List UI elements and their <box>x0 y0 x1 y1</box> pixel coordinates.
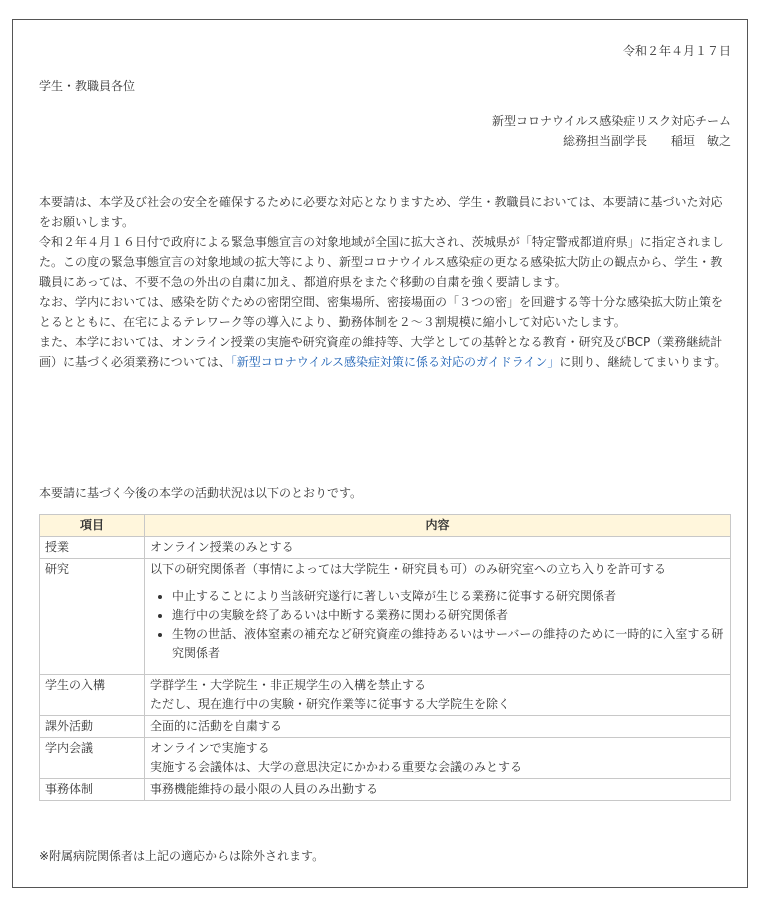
paragraph-4-text: また、本学においては、オンライン授業の実施や研究資産の維持等、大学としての基幹となる教育・研究及びBCP（業務継続計画）に基づく必須業務については、 <box>39 335 723 369</box>
activity-intro: 本要請に基づく今後の本学の活動状況は以下のとおりです。 <box>39 486 363 500</box>
activity-table <box>39 514 731 801</box>
sender-name-line <box>492 131 731 151</box>
paragraph-2: 令和２年４月１６日付で政府による緊急事態宣言の対象地域が全国に拡大され、茨城県が「特定警戒都道府県」に指定されました。この度の緊急事態宣言の対象地域の拡大等により、新型コロナウイルス感染症の更なる感染拡大防止の観点から、学生・教職員にあっては、不要不急の外出の自粛に加え、都道府県をまたぐ移動の自粛を強く要請します。 <box>39 235 724 289</box>
row-content: 全面的に活動を自粛する <box>145 716 731 738</box>
request-body <box>39 192 729 372</box>
table-row <box>40 537 731 559</box>
row-content-line: 学群学生・大学院生・非正規学生の入構を禁止する <box>150 678 427 692</box>
list-item: • 生物の世話、液体窒素の補充など研究資産の維持あるいはサーバーの維持のために一時的に入室する研究関係者 <box>172 625 725 663</box>
row-item: 授業 <box>40 537 145 559</box>
row-item: 学生の入構 <box>40 675 145 716</box>
table-row <box>40 716 731 738</box>
sender-block <box>492 111 731 151</box>
row-content <box>145 738 731 779</box>
research-bullet-list <box>150 587 725 663</box>
paragraph-4 <box>39 332 729 372</box>
table-row <box>40 779 731 801</box>
table-row <box>40 675 731 716</box>
document-frame <box>12 19 748 888</box>
research-policy: 以下の研究関係者（事情によっては大学院生・研究員も可）のみ研究室への立ち入りを許可する <box>150 562 667 576</box>
row-content-line: 実施する会議体は、大学の意思決定にかかわる重要な会議のみとする <box>150 760 523 774</box>
paragraph-4-tail: に則り、継続してまいります。 <box>559 355 727 369</box>
sender-title: 総務担当副学長 <box>562 134 647 148</box>
table-row <box>40 738 731 779</box>
row-content-line: オンラインで実施する <box>150 741 270 755</box>
table-row <box>40 559 731 675</box>
row-content: オンライン授業のみとする <box>145 537 731 559</box>
row-item: 課外活動 <box>40 716 145 738</box>
sender-organization: 新型コロナウイルス感染症リスク対応チーム <box>491 114 731 128</box>
row-item: 研究 <box>40 559 145 675</box>
row-item: 学内会議 <box>40 738 145 779</box>
row-content <box>145 559 731 675</box>
guideline-link[interactable]: 「新型コロナウイルス感染症対策に係る対応のガイドライン」 <box>230 355 560 369</box>
table-header-row <box>40 515 731 537</box>
paragraph-1: 本要請は、本学及び社会の安全を確保するために必要な対応となりますため、学生・教職員においては、本要請に基づいた対応をお願いします。 <box>39 195 723 229</box>
addressee: 学生・教職員各位 <box>39 79 136 93</box>
paragraph-3: なお、学内においては、感染を防ぐための密閉空間、密集場所、密接場面の「３つの密」を回避する等十分な感染拡大防止策をとるとともに、在宅によるテレワーク等の導入により、勤務体制を２～３割規模に縮小して対応いたします。 <box>39 295 724 329</box>
header-content: 内容 <box>145 515 731 537</box>
row-content: 事務機能維持の最小限の人員のみ出勤する <box>145 779 731 801</box>
row-content-line: ただし、現在進行中の実験・研究作業等に従事する大学院生を除く <box>150 697 511 711</box>
list-item: • 中止することにより当該研究遂行に著しい支障が生じる業務に従事する研究関係者 <box>172 587 725 606</box>
list-item: • 進行中の実験を終了あるいは中断する業務に関わる研究関係者 <box>172 606 725 625</box>
document-date: 令和２年４月１７日 <box>622 44 731 58</box>
sender-name: 稲垣 敏之 <box>670 134 731 148</box>
exclusion-note: ※附属病院関係者は上記の適応からは除外されます。 <box>39 849 325 863</box>
header-item: 項目 <box>40 515 145 537</box>
row-content <box>145 675 731 716</box>
row-item: 事務体制 <box>40 779 145 801</box>
